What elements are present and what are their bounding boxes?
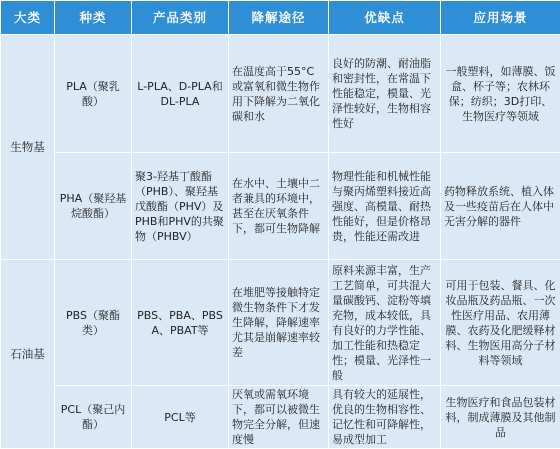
type-cell: PCL（聚己内酯） <box>55 386 132 449</box>
type-cell: PLA（聚乳酸） <box>55 35 132 153</box>
degradation-cell: 在水中、土壤中二者兼具的环境中，甚至在厌氧条件下，都可生物降解 <box>229 153 329 260</box>
header-row <box>1 1 560 35</box>
product-cell: PCL等 <box>132 386 229 449</box>
pros-cons-cell: 原料来源丰富，生产工艺简单，可共混大量碳酸钙、淀粉等填充物，成本较低，具有良好的力学性能、加工性能和热稳定性；模量、光泽性一般 <box>329 260 441 386</box>
degradation-cell: 厌氧或需氧环境下，都可以被微生物完全分解，但速度慢 <box>229 386 329 449</box>
header-applications: 应用场景 <box>441 1 560 35</box>
degradation-cell: 在堆肥等接触特定微生物条件下才发生降解，降解速率尤其是崩解速率较差 <box>229 260 329 386</box>
applications-cell: 药物释放系统、植入体及一些疫苗后在人体中无害分解的器件 <box>441 153 560 260</box>
applications-cell: 生物医疗和食品包装材料，制成薄膜及其他制品 <box>441 386 560 449</box>
header-type: 种类 <box>55 1 132 35</box>
header-pros-cons: 优缺点 <box>329 1 441 35</box>
header-product: 产品类别 <box>132 1 229 35</box>
pros-cons-cell: 物理性能和机械性能与聚丙烯塑料接近高强度、高模量、耐热性能好，但是价格昂贵，性能还需改进 <box>329 153 441 260</box>
group-cell-petro: 石油基 <box>1 260 55 449</box>
group-cell-bio: 生物基 <box>1 35 55 260</box>
applications-cell: 一般塑料，如薄膜、饭盒、杯子等；农林环保；纺织；3D打印、生物医疗等领域 <box>441 35 560 153</box>
type-cell: PBS（聚酯类） <box>55 260 132 386</box>
degradation-cell: 在温度高于55°C或富氧和微生物作用下降解为二氧化碳和水 <box>229 35 329 153</box>
table-row <box>1 260 560 386</box>
table-row <box>1 35 560 153</box>
pros-cons-cell: 良好的防潮、耐油脂和密封性，在常温下性能稳定，模量、光泽性较好，生物相容性好 <box>329 35 441 153</box>
pros-cons-cell: 具有较大的延展性，优良的生物相容性、记忆性和可降解性，易成型加工 <box>329 386 441 449</box>
header-category: 大类 <box>1 1 55 35</box>
table-row <box>1 153 560 260</box>
applications-cell: 可用于包装、餐具、化妆品瓶及药品瓶、一次性医疗用品、农用薄膜、农药及化肥缓释材料、生物医用高分子材料等领域 <box>441 260 560 386</box>
header-degradation: 降解途径 <box>229 1 329 35</box>
product-cell: PBS、PBA、PBSA、PBAT等 <box>132 260 229 386</box>
type-cell: PHA（聚羟基烷酸酯） <box>55 153 132 260</box>
product-cell: L-PLA、D-PLA和DL-PLA <box>132 35 229 153</box>
table-row <box>1 386 560 449</box>
product-cell: 聚3-羟基丁酸酯（PHB）、聚羟基戊酸酯（PHV）及PHB和PHV的共聚物（PHBV） <box>132 153 229 260</box>
